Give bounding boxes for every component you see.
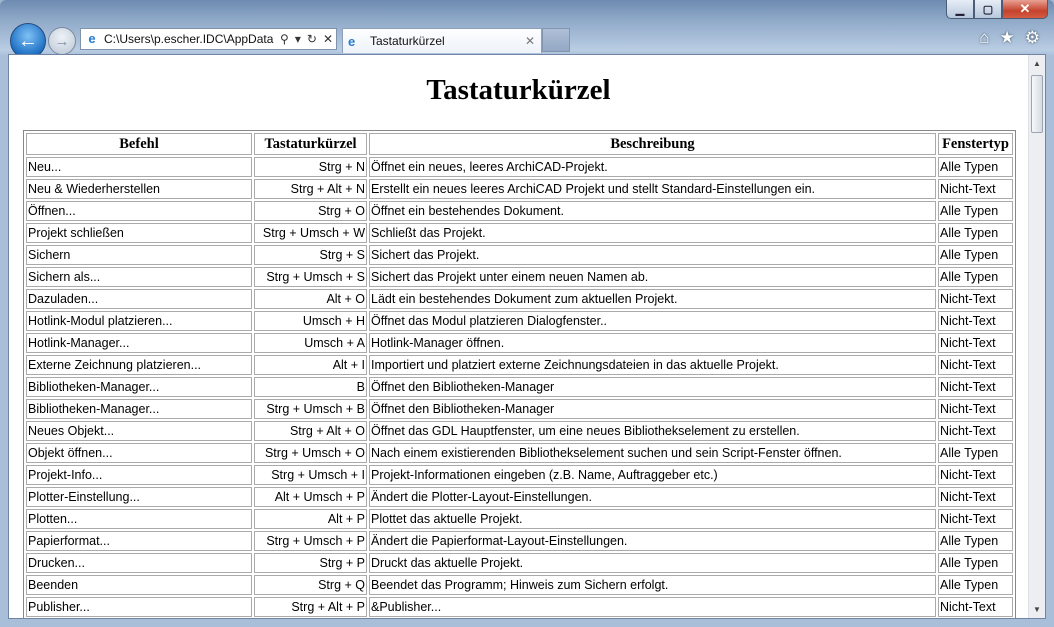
table-row — [26, 311, 1013, 331]
tab-active[interactable] — [342, 28, 542, 53]
shortcut-cell: Strg + N — [254, 157, 367, 177]
command-cell: Bibliotheken-Manager... — [26, 377, 252, 397]
command-cell: Sichern als... — [26, 267, 252, 287]
search-icon[interactable]: ⚲ — [280, 32, 289, 46]
shortcut-cell: Strg + Umsch + W — [254, 223, 367, 243]
refresh-icon[interactable]: ↻ — [306, 32, 317, 46]
table-row — [26, 531, 1013, 551]
description-cell: Ändert die Papierformat-Layout-Einstellungen. — [369, 531, 936, 551]
command-cell: Neues Objekt... — [26, 421, 252, 441]
table-row — [26, 509, 1013, 529]
forward-button[interactable] — [48, 27, 76, 55]
command-cell: Neu... — [26, 157, 252, 177]
description-cell: Ändert die Plotter-Layout-Einstellungen. — [369, 487, 936, 507]
description-cell: Plottet das aktuelle Projekt. — [369, 509, 936, 529]
window-type-cell: Alle Typen — [938, 575, 1013, 595]
window-type-cell: Nicht-Text — [938, 421, 1013, 441]
description-cell: Erstellt ein neues leeres ArchiCAD Projekt und stellt Standard-Einstellungen ein. — [369, 179, 936, 199]
shortcut-cell: Strg + O — [254, 201, 367, 221]
command-cell: Publisher... — [26, 597, 252, 617]
table-row — [26, 421, 1013, 441]
shortcut-cell: Umsch + A — [254, 333, 367, 353]
back-arrow-icon: ← — [18, 29, 38, 52]
shortcut-cell: Alt + Umsch + P — [254, 487, 367, 507]
table-row — [26, 597, 1013, 617]
table-row — [26, 355, 1013, 375]
description-cell: Importiert und platziert externe Zeichnungsdateien in das aktuelle Projekt. — [369, 355, 936, 375]
window-type-cell: Alle Typen — [938, 443, 1013, 463]
window-type-cell: Nicht-Text — [938, 289, 1013, 309]
description-cell: Öffnet den Bibliotheken-Manager — [369, 377, 936, 397]
dropdown-icon[interactable]: ▾ — [294, 32, 301, 46]
description-cell: Schließt das Projekt. — [369, 223, 936, 243]
window-type-cell: Nicht-Text — [938, 333, 1013, 353]
command-cell: Sichern — [26, 245, 252, 265]
description-cell: Lädt ein bestehendes Dokument zum aktuellen Projekt. — [369, 289, 936, 309]
shortcut-cell: Strg + Umsch + P — [254, 531, 367, 551]
description-cell: Öffnet ein bestehendes Dokument. — [369, 201, 936, 221]
window-type-cell: Alle Typen — [938, 157, 1013, 177]
window-type-cell: Alle Typen — [938, 223, 1013, 243]
table-row — [26, 223, 1013, 243]
close-window-icon[interactable]: ✕ — [1002, 0, 1048, 19]
window-type-cell: Alle Typen — [938, 201, 1013, 221]
shortcut-cell: Strg + Q — [254, 575, 367, 595]
address-text[interactable]: C:\Users\p.escher.IDC\AppData — [104, 32, 274, 46]
table-row — [26, 245, 1013, 265]
command-cell: Objekt öffnen... — [26, 443, 252, 463]
shortcut-cell: Strg + Umsch + B — [254, 399, 367, 419]
table-row — [26, 157, 1013, 177]
column-header: Tastaturkürzel — [254, 133, 367, 155]
shortcut-table — [23, 130, 1016, 619]
window-type-cell: Nicht-Text — [938, 597, 1013, 617]
window-type-cell: Nicht-Text — [938, 399, 1013, 419]
toolbar-icons — [979, 28, 1040, 48]
description-cell: Sichert das Projekt. — [369, 245, 936, 265]
minimize-icon[interactable]: ▁ — [946, 0, 974, 19]
window-type-cell: Alle Typen — [938, 553, 1013, 573]
description-cell: Sichert das Projekt unter einem neuen Namen ab. — [369, 267, 936, 287]
address-bar[interactable] — [80, 28, 337, 50]
window-type-cell: Nicht-Text — [938, 355, 1013, 375]
scroll-thumb[interactable] — [1031, 75, 1043, 133]
window-type-cell: Nicht-Text — [938, 487, 1013, 507]
column-header: Fenstertyp — [938, 133, 1013, 155]
description-cell: Druckt das aktuelle Projekt. — [369, 553, 936, 573]
description-cell: Projekt-Informationen eingeben (z.B. Name, Auftraggeber etc.) — [369, 465, 936, 485]
page-content — [8, 54, 1046, 619]
command-cell: Bibliotheken-Manager... — [26, 399, 252, 419]
table-row — [26, 575, 1013, 595]
description-cell: Öffnet den Bibliotheken-Manager — [369, 399, 936, 419]
tab-page-icon: e — [348, 33, 356, 49]
command-cell: Papierformat... — [26, 531, 252, 551]
shortcut-cell: B — [254, 377, 367, 397]
new-tab-button[interactable] — [542, 28, 570, 52]
command-cell: Projekt-Info... — [26, 465, 252, 485]
window-type-cell: Nicht-Text — [938, 179, 1013, 199]
command-cell: Projekt schließen — [26, 223, 252, 243]
forward-arrow-icon: → — [54, 32, 70, 50]
window-type-cell: Nicht-Text — [938, 509, 1013, 529]
command-cell: Hotlink-Manager... — [26, 333, 252, 353]
window-type-cell: Alle Typen — [938, 245, 1013, 265]
home-icon[interactable]: ⌂ — [979, 28, 990, 47]
shortcut-cell: Strg + Alt + P — [254, 597, 367, 617]
description-cell: &Publisher... — [369, 597, 936, 617]
description-cell: Beendet das Programm; Hinweis zum Sichern erfolgt. — [369, 575, 936, 595]
tools-gear-icon[interactable]: ⚙ — [1024, 28, 1040, 47]
table-row — [26, 553, 1013, 573]
table-row — [26, 267, 1013, 287]
command-cell: Drucken... — [26, 553, 252, 573]
window-type-cell: Nicht-Text — [938, 311, 1013, 331]
description-cell: Öffnet ein neues, leeres ArchiCAD-Projekt. — [369, 157, 936, 177]
description-cell: Hotlink-Manager öffnen. — [369, 333, 936, 353]
shortcut-cell: Umsch + H — [254, 311, 367, 331]
maximize-icon[interactable]: ▢ — [974, 0, 1002, 19]
table-row — [26, 333, 1013, 353]
shortcut-cell: Strg + S — [254, 245, 367, 265]
table-row — [26, 443, 1013, 463]
table-row — [26, 487, 1013, 507]
favorites-star-icon[interactable]: ★ — [999, 28, 1015, 47]
table-row — [26, 465, 1013, 485]
page-icon: e — [88, 31, 96, 46]
table-row — [26, 377, 1013, 397]
description-cell: Nach einem existierenden Bibliothekselement suchen und sein Script-Fenster öffnen. — [369, 443, 936, 463]
shortcut-cell: Strg + Umsch + O — [254, 443, 367, 463]
vertical-scrollbar[interactable] — [1028, 55, 1045, 618]
table-row — [26, 179, 1013, 199]
stop-icon[interactable]: ✕ — [322, 32, 333, 46]
shortcut-cell: Alt + I — [254, 355, 367, 375]
shortcut-cell: Strg + Alt + O — [254, 421, 367, 441]
command-cell: Hotlink-Modul platzieren... — [26, 311, 252, 331]
window-type-cell: Alle Typen — [938, 531, 1013, 551]
table-row — [26, 201, 1013, 221]
command-cell: Neu & Wiederherstellen — [26, 179, 252, 199]
window-controls — [946, 0, 1048, 19]
shortcut-cell: Alt + P — [254, 509, 367, 529]
tab-close-icon[interactable]: ✕ — [524, 34, 535, 48]
scroll-up-icon[interactable]: ▲ — [1033, 59, 1041, 68]
table-header-row — [26, 133, 1013, 155]
tab-title: Tastaturkürzel — [370, 34, 445, 48]
table-row — [26, 289, 1013, 309]
command-cell: Öffnen... — [26, 201, 252, 221]
command-cell: Plotten... — [26, 509, 252, 529]
shortcut-cell: Strg + Umsch + I — [254, 465, 367, 485]
table-row — [26, 399, 1013, 419]
scroll-down-icon[interactable]: ▼ — [1033, 605, 1041, 614]
window-type-cell: Alle Typen — [938, 267, 1013, 287]
command-cell: Plotter-Einstellung... — [26, 487, 252, 507]
column-header: Befehl — [26, 133, 252, 155]
description-cell: Öffnet das Modul platzieren Dialogfenster.. — [369, 311, 936, 331]
window-type-cell: Nicht-Text — [938, 377, 1013, 397]
page-title: Tastaturkürzel — [426, 74, 611, 106]
description-cell: Öffnet das GDL Hauptfenster, um eine neues Bibliothekselement zu erstellen. — [369, 421, 936, 441]
command-cell: Externe Zeichnung platzieren... — [26, 355, 252, 375]
command-cell: Dazuladen... — [26, 289, 252, 309]
column-header: Beschreibung — [369, 133, 936, 155]
shortcut-cell: Strg + P — [254, 553, 367, 573]
shortcut-cell: Strg + Umsch + S — [254, 267, 367, 287]
shortcut-cell: Alt + O — [254, 289, 367, 309]
command-cell: Beenden — [26, 575, 252, 595]
window-type-cell: Nicht-Text — [938, 465, 1013, 485]
shortcut-cell: Strg + Alt + N — [254, 179, 367, 199]
